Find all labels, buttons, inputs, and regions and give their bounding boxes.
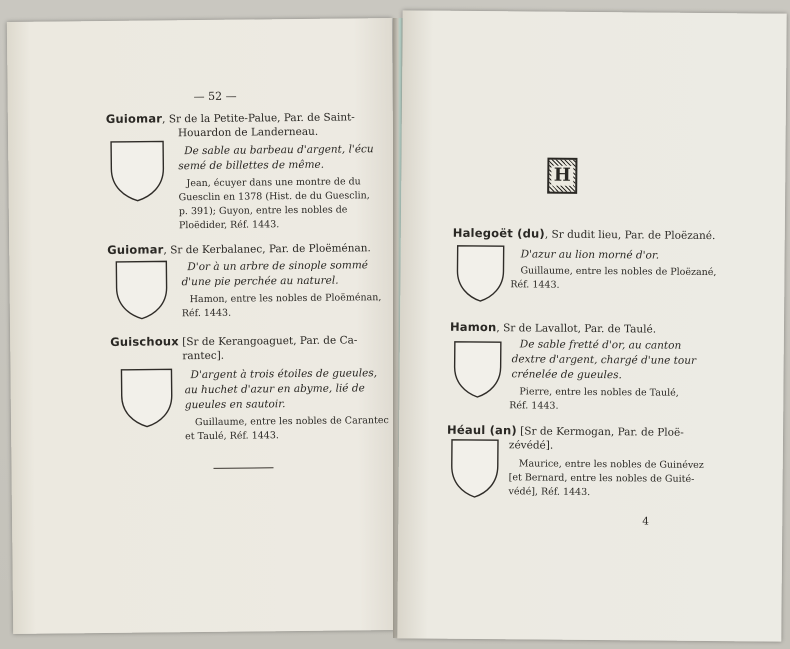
- family-name: Guischoux: [110, 334, 179, 349]
- right-page: [397, 10, 786, 641]
- note-line: Réf. 1443.: [510, 279, 560, 291]
- shield-icon: [108, 138, 167, 203]
- family-name: Guiomar: [107, 242, 164, 257]
- family-name: Guiomar: [105, 111, 163, 127]
- family-name: Hamon: [449, 319, 497, 335]
- title-line: , Sr de la Petite-Palue, Par. de Saint-: [162, 111, 355, 126]
- note-line: Guillaume, entre les nobles de Carantec: [194, 415, 389, 429]
- blazon-line: D'argent à trois étoiles de gueules,: [190, 367, 378, 382]
- page-number: — 52 —: [193, 89, 237, 104]
- note-line: Hamon, entre les nobles de Ploëménan,: [189, 292, 382, 306]
- section-divider: [213, 467, 273, 469]
- note-line: Jean, écuyer dans une montre de du: [186, 176, 361, 190]
- ornamental-letter: H: [553, 164, 571, 186]
- note-line: Guillaume, entre les nobles de Ploëzané,: [520, 265, 717, 279]
- shield-icon: [118, 366, 175, 429]
- title-line: [Sr de Kermogan, Par. de Ploë-: [516, 425, 684, 439]
- signature-mark: 4: [642, 515, 650, 528]
- note-line: Pierre, entre les nobles de Taulé,: [519, 386, 679, 399]
- note-line: Maurice, entre les nobles de Guinévez: [518, 458, 704, 471]
- title-line: [Sr de Kerangoaguet, Par. de Ca-: [178, 334, 358, 349]
- title-line: rantec].: [182, 349, 225, 363]
- title-line: Houardon de Landerneau.: [177, 125, 319, 140]
- shield-icon: [451, 339, 504, 399]
- blazon-line: dextre d'argent, chargé d'une tour: [511, 353, 697, 367]
- title-line: , Sr de Lavallot, Par. de Taulé.: [496, 322, 657, 336]
- blazon-line: d'une pie perchée au naturel.: [181, 274, 339, 289]
- note-line: p. 391); Guyon, entre les nobles de: [178, 204, 348, 218]
- note-line: Ploëdider, Réf. 1443.: [178, 219, 280, 232]
- left-page: [7, 18, 398, 634]
- blazon-line: D'or à un arbre de sinople sommé: [187, 259, 369, 274]
- note-line: védé], Réf. 1443.: [508, 486, 591, 498]
- title-line: , Sr de Kerbalanec, Par. de Ploëménan.: [163, 242, 371, 257]
- blazon-line: au huchet d'azur en abyme, lié de: [184, 382, 365, 397]
- shield-icon: [113, 258, 170, 321]
- blazon-line: gueules en sautoir.: [184, 398, 286, 412]
- family-name: Halegoët (du): [452, 225, 545, 241]
- blazon-line: crénelée de gueules.: [511, 368, 622, 382]
- blazon-line: De sable au barbeau d'argent, l'écu: [184, 143, 374, 158]
- blazon-line: semé de billettes de même.: [178, 158, 325, 173]
- note-line: et Taulé, Réf. 1443.: [185, 430, 279, 443]
- shield-icon: [448, 437, 501, 499]
- title-line: , Sr dudit lieu, Par. de Ploëzané.: [544, 228, 716, 243]
- title-line: zévédé].: [508, 439, 554, 452]
- family-name: Héaul (an): [447, 422, 517, 438]
- ornamental-initial: [547, 158, 577, 194]
- shield-icon: [454, 243, 507, 303]
- note-line: [et Bernard, entre les nobles de Guité-: [508, 472, 695, 485]
- blazon-line: D'azur au lion morné d'or.: [520, 248, 660, 262]
- note-line: Réf. 1443.: [509, 400, 559, 412]
- note-line: Réf. 1443.: [181, 307, 232, 320]
- note-line: Guesclin en 1378 (Hist. de du Guesclin,: [178, 190, 370, 204]
- blazon-line: De sable fretté d'or, au canton: [519, 338, 682, 352]
